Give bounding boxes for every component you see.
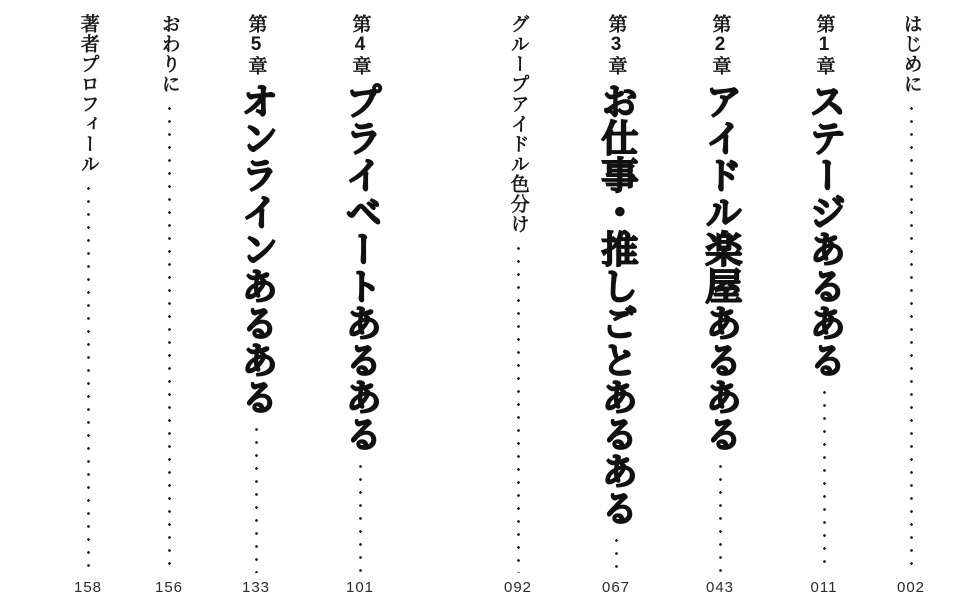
toc-entry-title: オンラインあるある (235, 82, 277, 415)
toc-entry-title: ステージあるある (803, 82, 845, 378)
toc-entry[interactable] (668, 14, 772, 600)
toc-entry[interactable] (308, 14, 412, 600)
toc-entry[interactable] (204, 14, 308, 600)
toc-page-number: 133 (241, 579, 271, 596)
toc-entry[interactable] (42, 14, 134, 600)
toc-entry[interactable] (134, 14, 204, 600)
toc-entry-title: アイドル楽屋あるある (699, 82, 741, 452)
toc-entry[interactable] (876, 14, 946, 600)
toc-entry-title: 著者プロフィール (77, 14, 99, 174)
toc-chapter-label: 第4章 (349, 14, 371, 76)
toc-leader-dots (87, 182, 90, 573)
toc-leader-dots (615, 534, 618, 573)
toc-page-number: 067 (601, 579, 631, 596)
toc-leader-dots (517, 242, 520, 573)
toc-entry-title: お仕事・推しごとあるある (595, 82, 637, 526)
toc-entry-title: おわりに (158, 14, 180, 94)
toc-chapter-label: 第3章 (605, 14, 627, 76)
toc-leader-dots (910, 102, 913, 573)
toc-entry-title: グループアイドル色分け (507, 14, 529, 234)
toc-chapter-label: 第5章 (245, 14, 267, 76)
toc-leader-dots (823, 386, 826, 573)
toc-leader-dots (255, 423, 258, 573)
toc-entry[interactable] (472, 14, 564, 600)
toc-page-number: 156 (154, 579, 184, 596)
toc-entry-title: プライベートあるある (339, 82, 381, 452)
toc-chapter-label: 第1章 (813, 14, 835, 76)
toc-page-number: 043 (705, 579, 735, 596)
toc-entry[interactable] (772, 14, 876, 600)
toc-page-number: 092 (503, 579, 533, 596)
toc-page-number: 002 (896, 579, 926, 596)
toc-page-number: 101 (345, 579, 375, 596)
toc-entry-title: はじめに (900, 14, 922, 94)
toc-leader-dots (168, 102, 171, 573)
toc-page-number: 158 (73, 579, 103, 596)
toc-page-number: 011 (810, 579, 838, 596)
toc-leader-dots (719, 460, 722, 573)
toc-chapter-label: 第2章 (709, 14, 731, 76)
toc-leader-dots (359, 460, 362, 573)
toc-entry[interactable] (564, 14, 668, 600)
